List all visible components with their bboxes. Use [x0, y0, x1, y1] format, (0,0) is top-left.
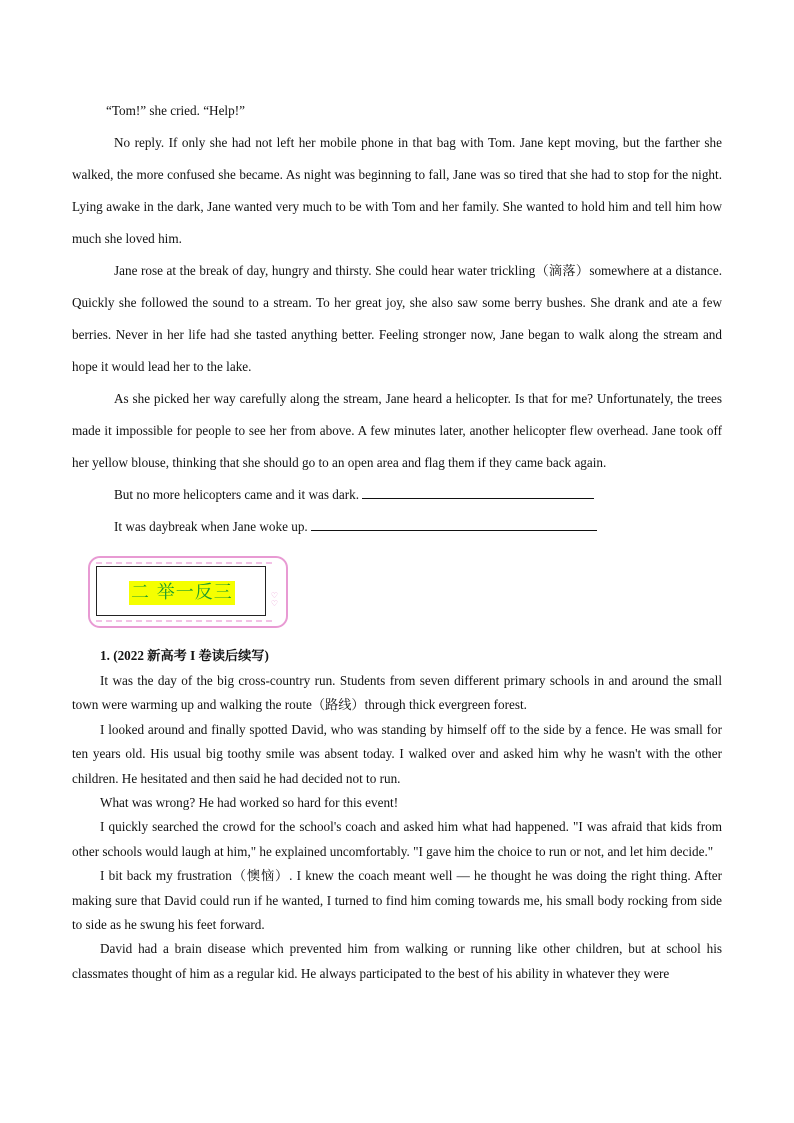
writing-prompt-1 — [72, 479, 722, 511]
question-paragraph: David had a brain disease which prevented him from walking or running like other children, but at school his classmates thought of him as a regular kid. He always participated to the best of his ability in whatever they were — [72, 941, 722, 981]
banner-inner-box — [96, 566, 266, 616]
answer-line-1[interactable] — [362, 486, 594, 499]
section-banner — [88, 556, 288, 628]
story-paragraph-2: No reply. If only she had not left her mobile phone in that bag with Tom. Jane kept moving, but the farther she walked, the more confused she became. As night was beginning to fall, Jane was so tired that she had to stop for the night. Lying awake in the dark, Jane wanted very much to be with Tom and her family. She wanted to hold him and tell him how much she loved him. — [72, 135, 722, 246]
question-paragraph: It was the day of the big cross-country run. Students from seven different primary schools in and around the small town were warming up and walking the route（路线）through thick evergreen forest. — [72, 673, 722, 713]
story-paragraph-3: Jane rose at the break of day, hungry and thirsty. She could hear water trickling（滴落）somewhere at a distance. Quickly she followed the sound to a stream. To her great joy, she also saw some berry bushes. She drank and ate a few berries. Never in her life had she tasted anything better. Feeling stronger now, Jane began to walk along the stream and hope it would lead her to the lake. — [72, 263, 722, 374]
section-label: 二 举一反三 — [131, 582, 233, 603]
question-paragraph: What was wrong? He had worked so hard for this event! — [100, 795, 399, 811]
question-paragraph: I quickly searched the crowd for the school's coach and asked him what had happened. "I was afraid that kids from other schools would laugh at him," he explained uncomfortably. "I gave him the choice to run or not, and let him decide." — [72, 819, 722, 859]
story-paragraph-4: As she picked her way carefully along the stream, Jane heard a helicopter. Is that for me? Unfortunately, the trees made it impossible for people to see her from above. A few minutes later, another helicopter flew overhead. Jane took off her yellow blouse, thinking that she should go to an open area and flag them if they came back again. — [72, 391, 722, 470]
prompt-2-text: It was daybreak when Jane woke up. — [114, 519, 308, 534]
answer-line-2[interactable] — [311, 518, 597, 531]
banner-dash-bottom — [96, 620, 272, 622]
banner-dash-top — [96, 562, 272, 564]
question-paragraph: I looked around and finally spotted David, who was standing by himself off to the side by a fence. He was small for ten years old. His usual big toothy smile was absent today. I walked over and asked him why he wasn't with the other children. He hesitated and then said he had decided not to run. — [72, 721, 722, 786]
prompt-1-text: But no more helicopters came and it was dark. — [114, 487, 359, 502]
question-section — [72, 645, 722, 986]
heart-decoration-icon: ♡ ♡ — [270, 591, 278, 608]
story-paragraph-1: “Tom!” she cried. “Help!” — [106, 103, 245, 118]
writing-prompt-2 — [72, 511, 722, 543]
story-section — [72, 95, 722, 543]
question-paragraph: I bit back my frustration（懊恼）. I knew the coach meant well — he thought he was doing the right thing. After making sure that David could run if he wanted, I turned to find him coming towards me, his small body rocking from side to side as he swung his feet forward. — [72, 868, 722, 933]
question-title: 1. (2022 新高考 I 卷读后续写) — [100, 648, 269, 663]
